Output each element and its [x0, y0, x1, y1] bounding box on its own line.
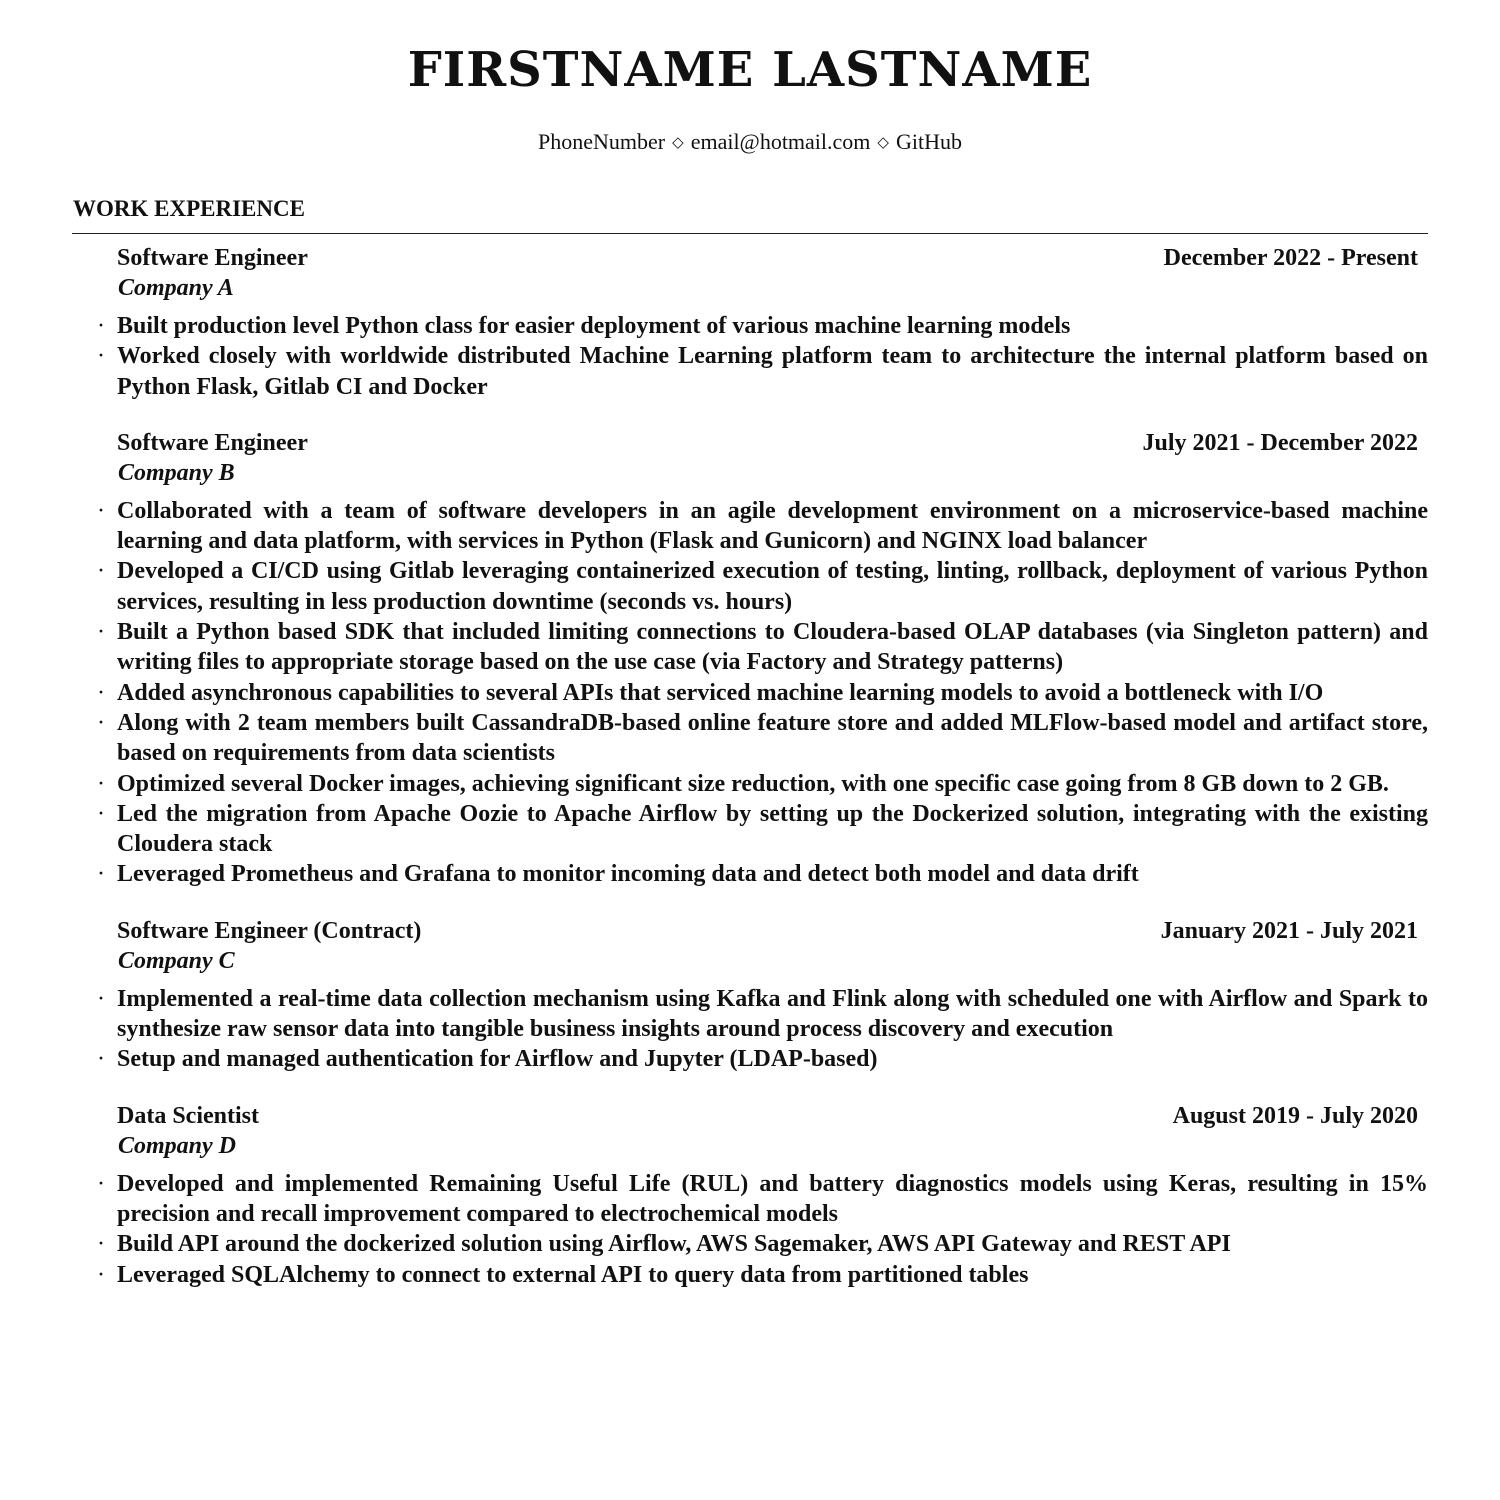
list-item: [72, 1044, 1428, 1074]
job-entry: [72, 1101, 1428, 1290]
list-item: [72, 859, 1428, 889]
job-entry: [72, 916, 1428, 1075]
diamond-separator-icon: ◇: [672, 135, 684, 151]
bullet-text: Leveraged SQLAlchemy to connect to external API to query data from partitioned tables: [117, 1261, 1029, 1288]
job-entry: [72, 243, 1428, 402]
list-item: [72, 556, 1428, 617]
diamond-separator-icon: ◇: [877, 135, 889, 151]
bullet-text: Leveraged Prometheus and Grafana to monitor incoming data and detect both model and data drift: [117, 861, 1139, 888]
bullet-icon: ·: [97, 313, 105, 339]
bullet-text: Led the migration from Apache Oozie to Apache Airflow by setting up the Dockerized solution, integrating with the existing Cloudera stack: [117, 800, 1428, 858]
job-dates: January 2021 - July 2021: [1160, 917, 1418, 944]
email-address[interactable]: email@hotmail.com: [690, 129, 871, 154]
section-divider: [72, 233, 1428, 234]
job-bullets: [72, 984, 1428, 1075]
list-item: [72, 1169, 1428, 1230]
list-item: [72, 984, 1428, 1045]
company-name: Company A: [118, 275, 234, 301]
bullet-icon: ·: [97, 770, 105, 797]
bullet-icon: ·: [97, 1170, 105, 1197]
job-title: Data Scientist: [117, 1102, 259, 1129]
job-entry: [72, 428, 1428, 890]
github-link[interactable]: GitHub: [895, 129, 962, 154]
bullet-icon: ·: [97, 800, 105, 827]
list-item: [72, 799, 1428, 860]
job-bullets: [72, 496, 1428, 890]
bullet-icon: ·: [97, 1046, 105, 1073]
section-title-work-experience: WORK EXPERIENCE: [73, 196, 305, 221]
bullet-text: Built a Python based SDK that included limiting connections to Cloudera-based OLAP databases (via Singleton pattern) and writing files to appropriate storage based on the use case (via Factory and Strategy patterns): [117, 619, 1428, 676]
bullet-icon: ·: [97, 1231, 105, 1258]
bullet-text: Collaborated with a team of software developers in an agile development environment on a microservice-based machine learning and data platform, with services in Python (Flask and Gunicorn) and NGINX load balancer: [117, 497, 1428, 555]
job-header: [72, 916, 1428, 946]
list-item: [72, 617, 1428, 678]
bullet-text: Along with 2 team members built CassandraDB-based online feature store and added MLFlow-based model and artifact store, based on requirements from data scientists: [117, 709, 1428, 767]
list-item: [72, 1229, 1428, 1259]
phone-number: PhoneNumber: [538, 129, 666, 154]
bullet-text: Worked closely with worldwide distributed Machine Learning platform team to architecture the internal platform based on Python Flask, Gitlab CI and Docker: [117, 343, 1428, 400]
job-title: Software Engineer (Contract): [117, 917, 422, 944]
list-item: [72, 769, 1428, 799]
bullet-icon: ·: [97, 1261, 105, 1288]
job-dates: August 2019 - July 2020: [1172, 1102, 1418, 1129]
list-item: [72, 496, 1428, 557]
bullet-text: Built production level Python class for easier deployment of various machine learning models: [117, 313, 1071, 339]
bullet-text: Implemented a real-time data collection mechanism using Kafka and Flink along with scheduled one with Airflow and Spark to synthesize raw sensor data into tangible business insights around process discovery and execution: [117, 985, 1428, 1043]
list-item: [72, 341, 1428, 402]
bullet-icon: ·: [97, 709, 105, 736]
job-dates: July 2021 - December 2022: [1142, 429, 1418, 456]
job-header: [72, 243, 1428, 273]
bullet-icon: ·: [97, 343, 105, 370]
bullet-icon: ·: [97, 679, 105, 706]
list-item: [72, 678, 1428, 708]
list-item: [72, 311, 1428, 341]
bullet-text: Optimized several Docker images, achieving significant size reduction, with one specific case going from 8 GB down to 2 GB.: [117, 770, 1389, 797]
bullet-text: Setup and managed authentication for Airflow and Jupyter (LDAP-based): [117, 1046, 878, 1073]
job-bullets: [72, 311, 1428, 402]
bullet-icon: ·: [97, 497, 105, 524]
company-name: Company B: [118, 459, 235, 486]
bullet-text: Build API around the dockerized solution using Airflow, AWS Sagemaker, AWS API Gateway and REST API: [117, 1231, 1231, 1258]
bullet-icon: ·: [97, 985, 105, 1012]
work-experience-list: [72, 243, 1428, 1316]
job-title: Software Engineer: [117, 245, 308, 271]
job-title: Software Engineer: [117, 429, 308, 456]
job-dates: December 2022 - Present: [1163, 245, 1418, 271]
company-name: Company D: [118, 1132, 237, 1159]
candidate-name: FIRSTNAME LASTNAME: [407, 42, 1093, 98]
list-item: [72, 1260, 1428, 1290]
job-header: [72, 428, 1428, 458]
bullet-text: Developed and implemented Remaining Useful Life (RUL) and battery diagnostics models using Keras, resulting in 15% precision and recall improvement compared to electrochemical models: [117, 1170, 1428, 1227]
job-header: [72, 1101, 1428, 1131]
bullet-icon: ·: [97, 558, 105, 585]
bullet-text: Developed a CI/CD using Gitlab leveraging containerized execution of testing, linting, rollback, deployment of various Python services, resulting in less production downtime (seconds vs. hours): [117, 558, 1428, 615]
list-item: [72, 708, 1428, 769]
contact-line: [0, 127, 1500, 160]
job-bullets: [72, 1169, 1428, 1290]
bullet-icon: ·: [97, 619, 105, 646]
bullet-text: Added asynchronous capabilities to several APIs that serviced machine learning models to avoid a bottleneck with I/O: [117, 679, 1324, 706]
bullet-icon: ·: [97, 861, 105, 888]
company-name: Company C: [118, 947, 235, 974]
